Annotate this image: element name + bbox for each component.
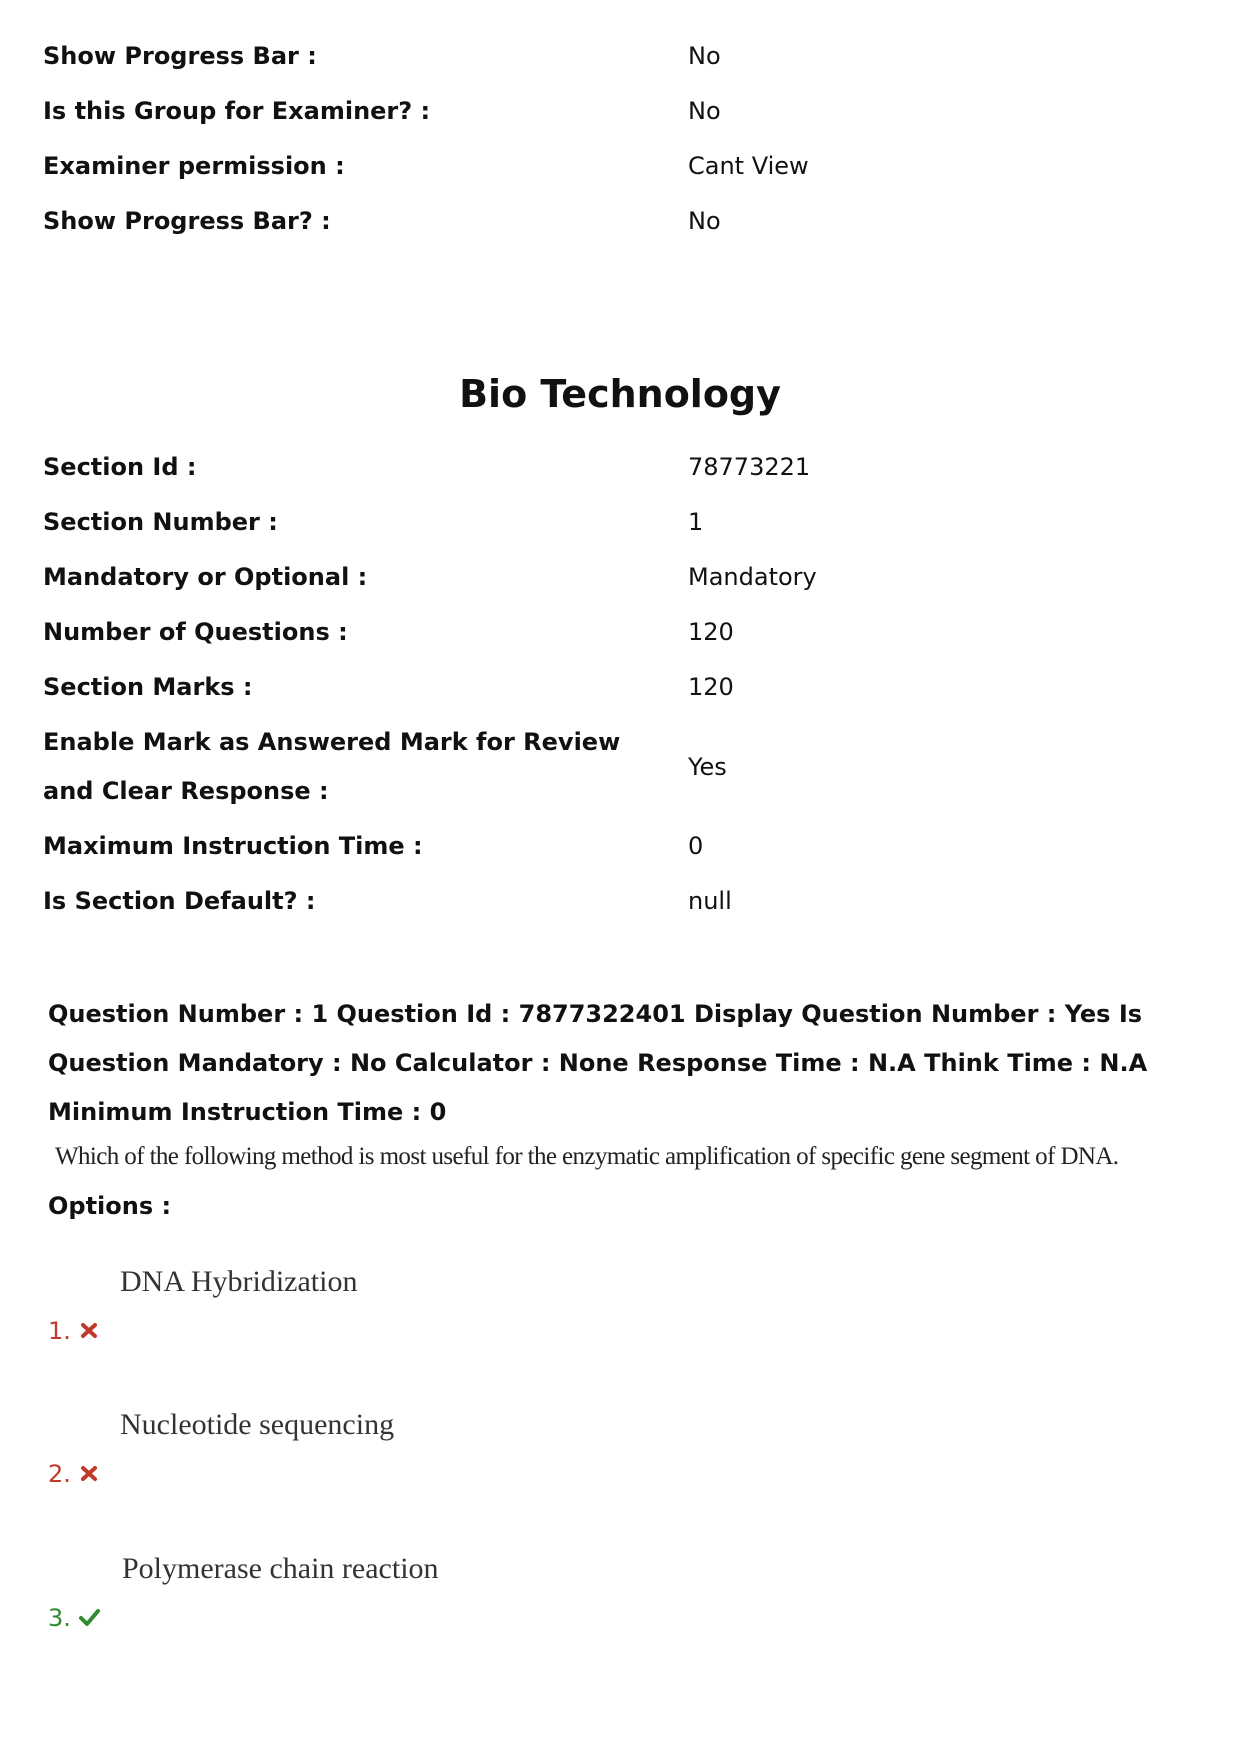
cross-icon <box>78 1319 100 1341</box>
section-field-value: Mandatory <box>688 563 817 591</box>
section-field-row <box>43 877 1193 926</box>
section-field-label: Is Section Default? : <box>43 887 316 915</box>
option-text: Nucleotide sequencing <box>120 1408 395 1441</box>
section-field-value: 120 <box>688 618 734 646</box>
settings-row <box>43 197 1193 246</box>
section-field-row <box>43 822 1193 871</box>
section-field-label: Enable Mark as Answered Mark for Review and Clear Response : <box>43 728 621 805</box>
question-text: Which of the following method is most useful for the enzymatic amplification of specific gene segment of DNA. <box>55 1143 1119 1170</box>
section-field-row <box>43 663 1193 712</box>
setting-label: Show Progress Bar? : <box>43 207 331 235</box>
option-1[interactable] <box>48 1265 748 1345</box>
setting-value: No <box>688 42 721 70</box>
section-field-label: Section Marks : <box>43 673 253 701</box>
option-number: 1. <box>48 1317 71 1345</box>
settings-row <box>43 32 1193 81</box>
option-text: Polymerase chain reaction <box>122 1552 439 1585</box>
section-title: Bio Technology <box>459 372 781 416</box>
setting-label: Show Progress Bar : <box>43 42 317 70</box>
option-3[interactable] <box>48 1552 748 1632</box>
option-text: DNA Hybridization <box>120 1265 358 1298</box>
section-field-value: Yes <box>688 752 727 781</box>
setting-label: Examiner permission : <box>43 152 345 180</box>
option-2[interactable] <box>48 1408 748 1488</box>
option-number: 2. <box>48 1460 71 1488</box>
section-field-value: 120 <box>688 673 734 701</box>
setting-value: No <box>688 207 721 235</box>
section-field-row <box>43 608 1193 657</box>
section-field-row <box>43 498 1193 547</box>
section-field-value: 78773221 <box>688 453 811 481</box>
section-field-label: Section Id : <box>43 453 197 481</box>
settings-row <box>43 87 1193 136</box>
section-field-value: 0 <box>688 832 704 860</box>
setting-value: No <box>688 97 721 125</box>
section-field-label: Maximum Instruction Time : <box>43 832 423 860</box>
check-icon <box>78 1606 100 1628</box>
section-field-row <box>43 718 1193 816</box>
section-field-label: Section Number : <box>43 508 278 536</box>
section-field-row <box>43 443 1193 492</box>
question-metadata: Question Number : 1 Question Id : 7877322401 Display Question Number : Yes Is Question Mandatory : No Calculator : None Response Time : N.A Think Time : N.A Minimum Instruction Time : 0 <box>48 1000 1148 1126</box>
section-field-value: null <box>688 887 732 915</box>
cross-icon <box>78 1462 100 1484</box>
option-number: 3. <box>48 1604 71 1632</box>
section-field-row <box>43 553 1193 602</box>
options-label: Options : <box>48 1192 172 1220</box>
setting-label: Is this Group for Examiner? : <box>43 97 431 125</box>
setting-value: Cant View <box>688 152 809 180</box>
section-field-value: 1 <box>688 508 704 536</box>
settings-row <box>43 142 1193 191</box>
section-field-label: Mandatory or Optional : <box>43 563 368 591</box>
section-field-label: Number of Questions : <box>43 618 348 646</box>
